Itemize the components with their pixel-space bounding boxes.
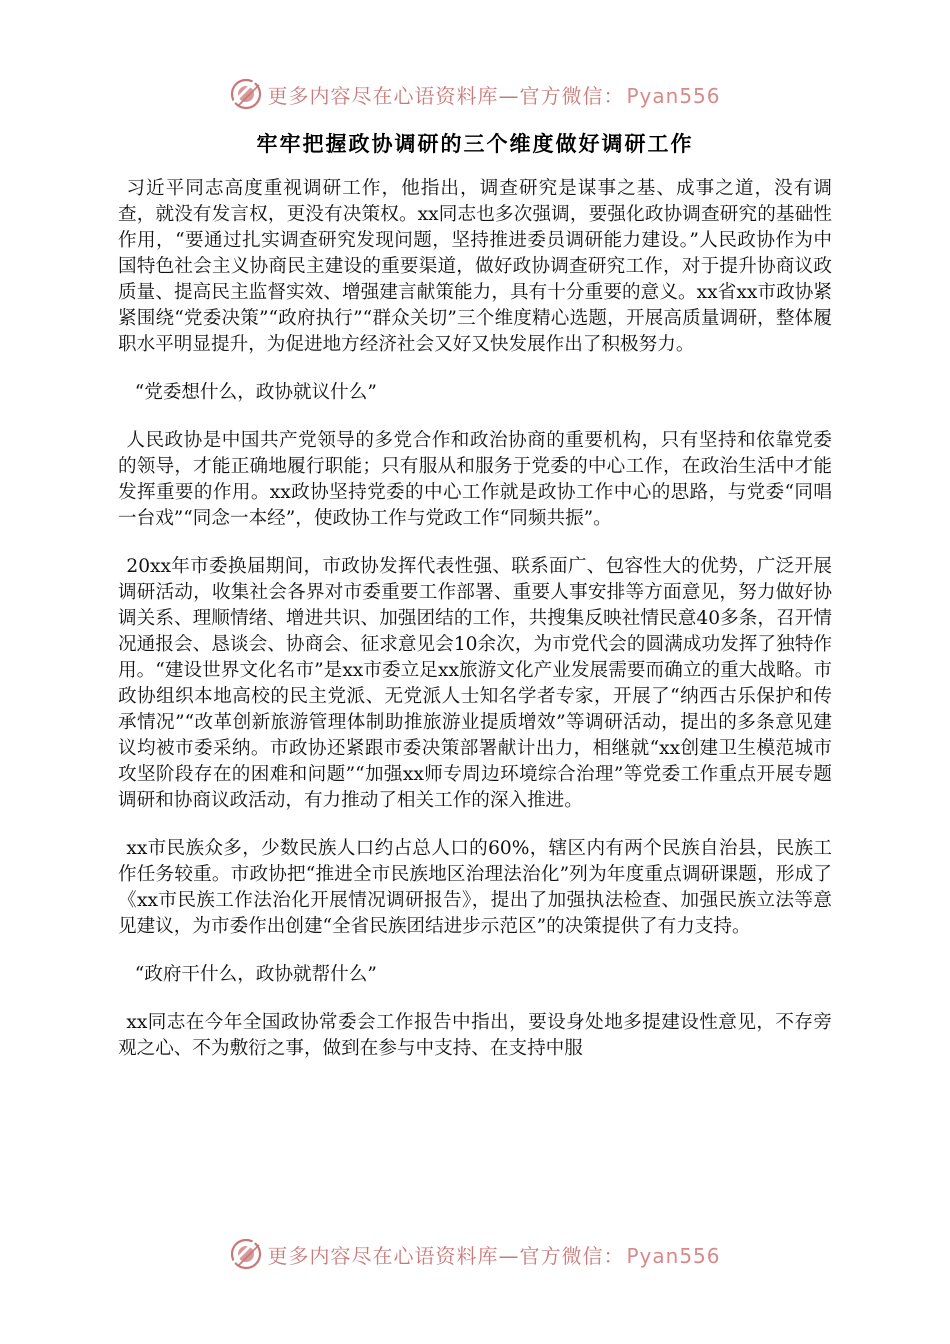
paragraph: 习近平同志高度重视调研工作，他指出，调查研究是谋事之基、成事之道，没有调查，就没有发言权，更没有决策权。xx同志也多次强调，要强化政协调查研究的基础性作用，“要通过扎实调查研究发现问题，坚持推进委员调研能力建设。”人民政协作为中国特色社会主义协商民主建设的重要渠道，做好政协调查研究工作，对于提升协商议政质量、提高民主监督实效、增强建言献策能力，具有十分重要的意义。xx省xx市政协紧紧围绕“党委决策”“政府执行”“群众关切”三个维度精心选题，开展高质量调研，整体履职水平明显提升，为促进地方经济社会又好又快发展作出了积极努力。 [118,178,832,355]
banner-text: 更多内容尽在心语资料库—官方微信： Pyan556 [267,83,721,108]
brand-logo-icon [229,1237,263,1271]
header-watermark-banner [0,72,950,116]
paragraph: 人民政协是中国共产党领导的多党合作和政治协商的重要机构，只有坚持和依靠党委的领导，才能正确地履行职能；只有服从和服务于党委的中心工作，在政治生活中才能发挥重要的作用。xx政协坚持党委的中心工作就是政协工作中心的思路，与党委“同唱一台戏”“同念一本经”，使政协工作与党政工作“同频共振”。 [118,430,832,529]
section-heading: “党委想什么，政协就议什么” [134,382,377,403]
wechat-account: Pyan556 [626,1243,721,1268]
paragraph: xx同志在今年全国政协常委会工作报告中指出，要设身处地多提建设性意见，不存旁观之心、不为敷衍之事，做到在参与中支持、在支持中服 [118,1012,832,1059]
paragraph: xx市民族众多，少数民族人口约占总人口的60%，辖区内有两个民族自治县，民族工作任务较重。市政协把“推进全市民族地区治理法治化”列为年度重点调研课题，形成了《xx市民族工作法治化开展情况调研报告》，提出了加强执法检查、加强民族立法等意见建议，为市委作出创建“全省民族团结进步示范区”的决策提供了有力支持。 [118,838,832,937]
section-heading: “政府干什么，政协就帮什么” [134,964,377,985]
footer-watermark-banner [0,1232,950,1276]
wechat-account: Pyan556 [626,83,721,108]
banner-text: 更多内容尽在心语资料库—官方微信： Pyan556 [267,1243,721,1268]
paragraph: 20xx年市委换届期间，市政协发挥代表性强、联系面广、包容性大的优势，广泛开展调研活动，收集社会各界对市委重要工作部署、重要人事安排等方面意见，努力做好协调关系、理顺情绪、增进共识、加强团结的工作，共搜集反映社情民意40多条，召开情况通报会、恳谈会、协商会、征求意见会10余次，为市党代会的圆满成功发挥了独特作用。“建设世界文化名市”是xx市委立足xx旅游文化产业发展需要而确立的重大战略。市政协组织本地高校的民主党派、无党派人士知名学者专家，开展了“纳西古乐保护和传承情况”“改革创新旅游管理体制助推旅游业提质增效”等调研活动，提出的多条意见建议均被市委采纳。市政协还紧跟市委决策部署献计出力，相继就“xx创建卫生模范城市攻坚阶段存在的困难和问题”“加强xx师专周边环境综合治理”等党委工作重点开展专题调研和协商议政活动，有力推动了相关工作的深入推进。 [118,556,832,811]
document-title: 牢牢把握政协调研的三个维度做好调研工作 [256,132,694,156]
brand-logo-icon [229,77,263,111]
document-body [118,176,832,1084]
